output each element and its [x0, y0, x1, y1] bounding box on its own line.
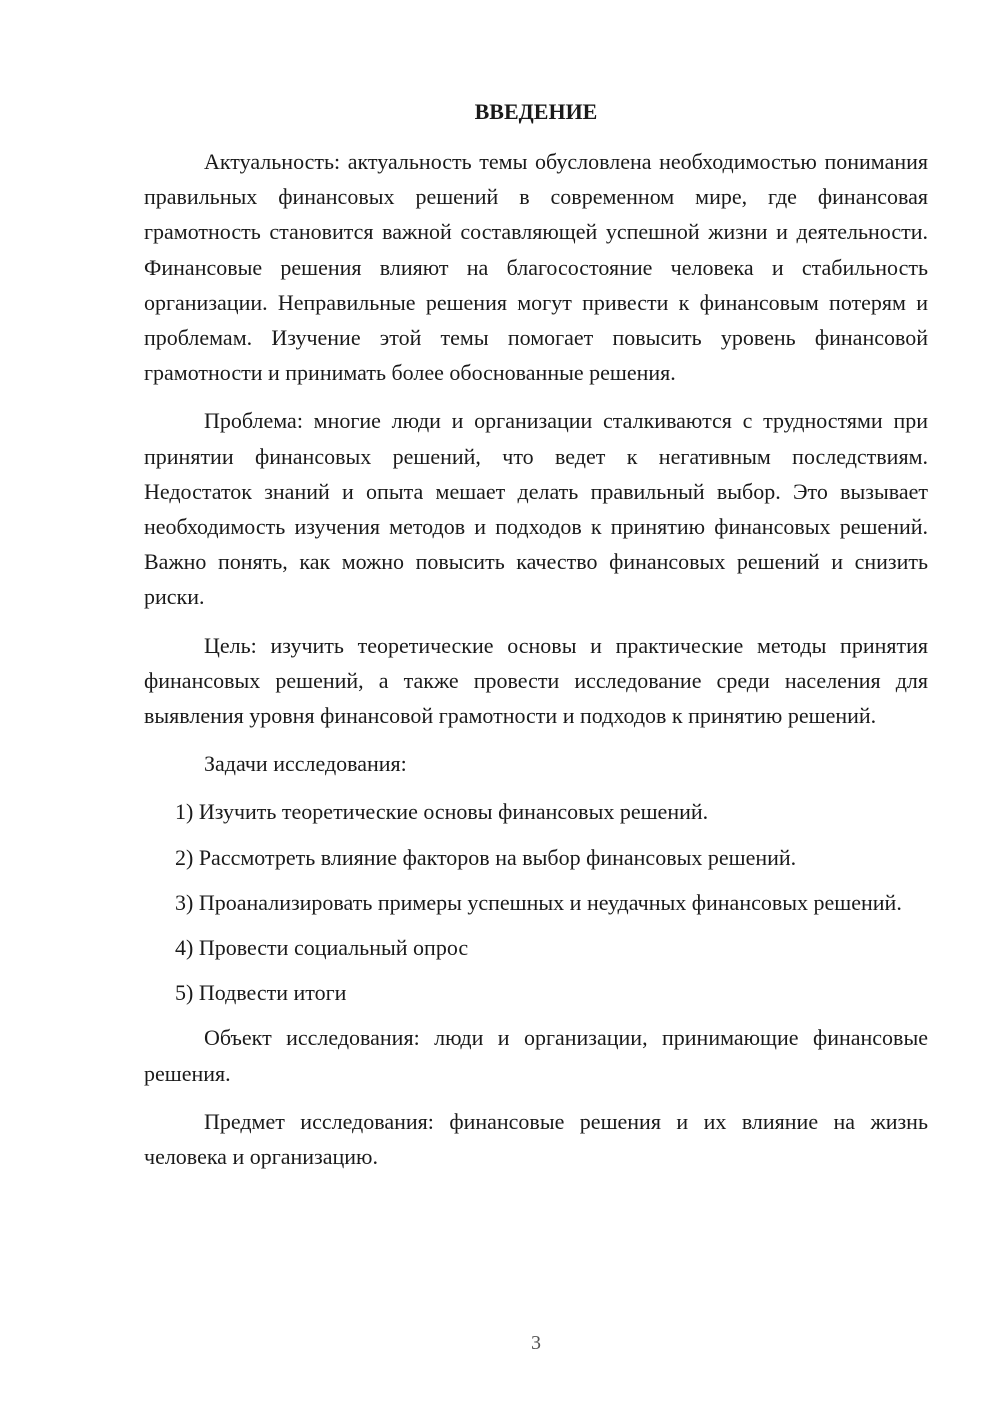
- paragraph-relevance: Актуальность: актуальность темы обусловлена необходимостью понимания правильных финансовых решений в современном мире, где финансовая грамотность становится важной составляющей успешной жизни и деятельности. Финансовые решения влияют на благосостояние человека и стабильность организации. Неправильные решения могут привести к финансовым потерям и проблемам. Изучение этой темы помогает повысить уровень финансовой грамотности и принимать более обоснованные решения.: [144, 149, 928, 386]
- task-item-1: 1) Изучить теоретические основы финансовых решений.: [175, 799, 709, 825]
- section-heading: ВВЕДЕНИЕ: [474, 99, 598, 124]
- paragraph-problem: Проблема: многие люди и организации сталкиваются с трудностями при принятии финансовых решений, что ведет к негативным последствиям. Недостаток знаний и опыта мешает делать правильный выбор. Это вызывает необходимость изучения методов и подходов к принятию финансовых решений. Важно понять, как можно повысить качество финансовых решений и снизить риски.: [144, 408, 928, 610]
- task-item-3: 3) Проанализировать примеры успешных и неудачных финансовых решений.: [175, 889, 902, 915]
- task-item-5: 5) Подвести итоги: [175, 980, 347, 1006]
- paragraph-goal: Цель: изучить теоретические основы и практические методы принятия финансовых решений, а также провести исследование среди населения для выявления уровня финансовой грамотности и подходов к принятию решений.: [144, 632, 928, 729]
- paragraph-subject: Предмет исследования: финансовые решения и их влияние на жизнь человека и организацию.: [144, 1108, 928, 1170]
- paragraph-object: Объект исследования: люди и организации, принимающие финансовые решения.: [144, 1025, 928, 1086]
- tasks-title: Задачи исследования:: [204, 751, 407, 777]
- document-page: [144, 94, 928, 1187]
- page-number: 3: [531, 1332, 541, 1354]
- task-item-2: 2) Рассмотреть влияние факторов на выбор финансовых решений.: [175, 844, 797, 870]
- task-item-4: 4) Провести социальный опрос: [175, 935, 469, 961]
